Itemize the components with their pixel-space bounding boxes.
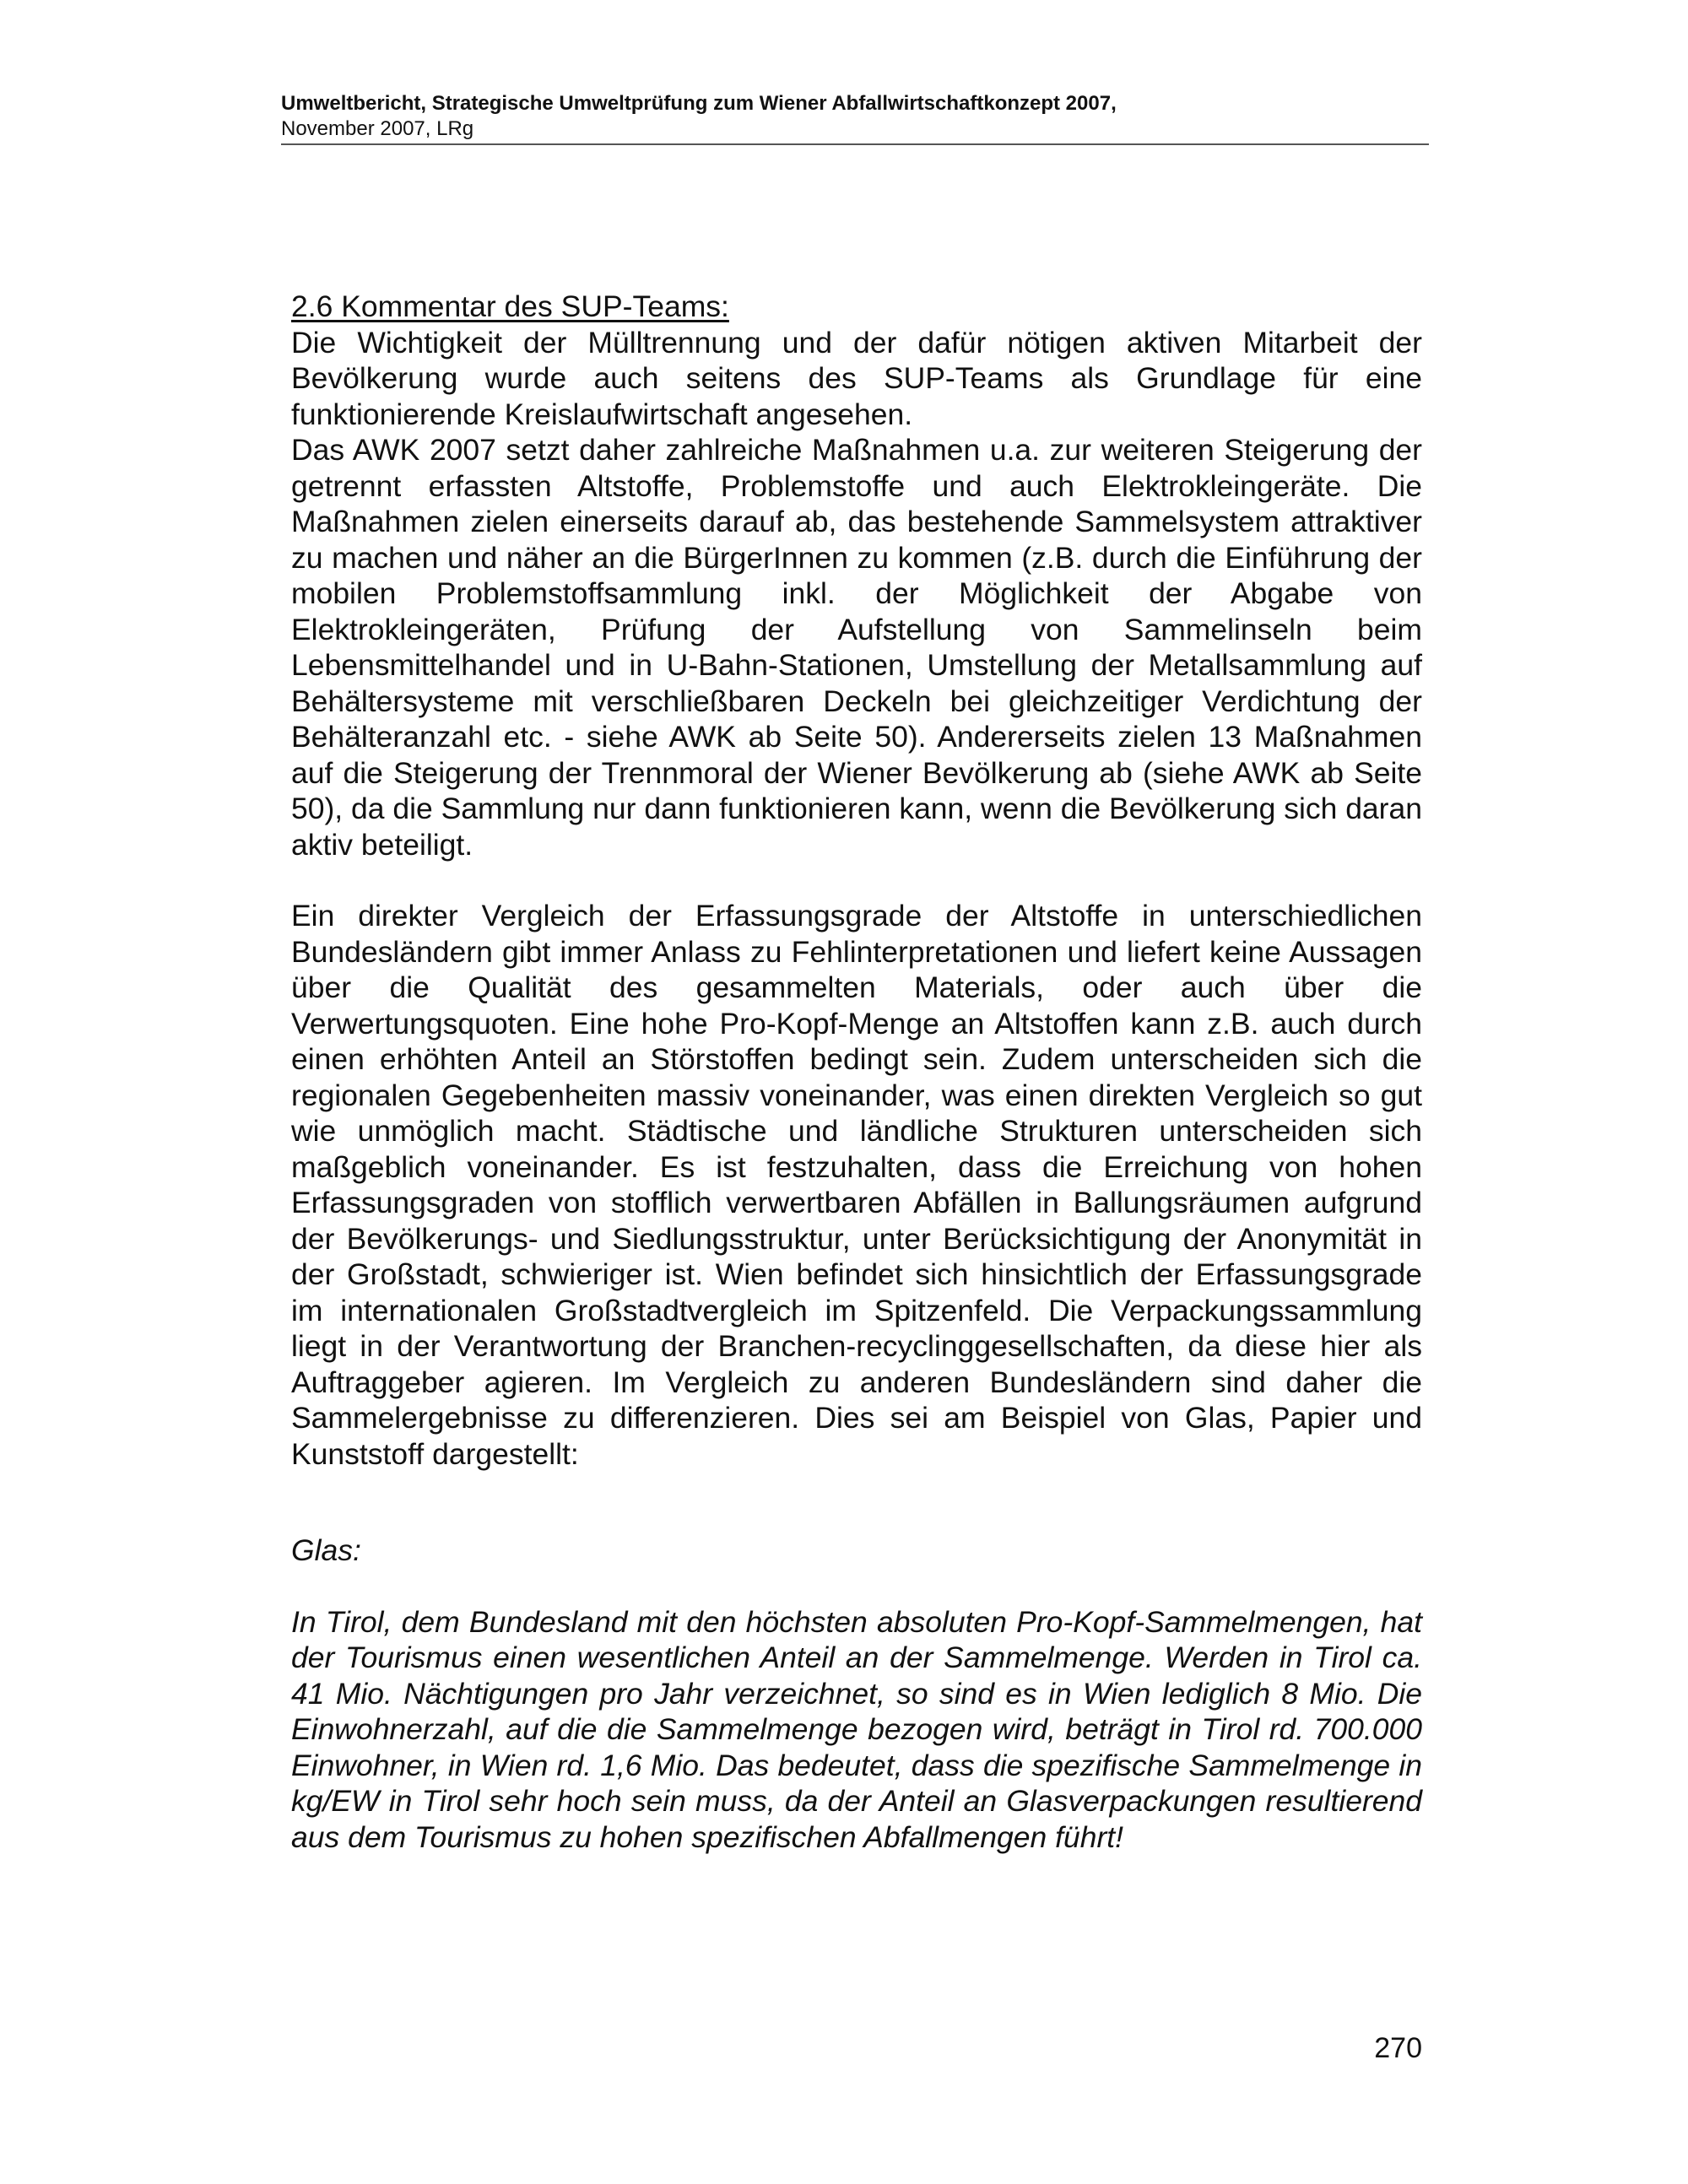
paragraph-gap xyxy=(291,1569,1422,1604)
paragraph-importance: Die Wichtigkeit der Mülltrennung und der dafür nötigen aktiven Mitarbeit der Bevölkerung wurde auch seitens des SUP-Teams als Grundlage für eine funktionierende Kreislaufwirtschaft angesehen. xyxy=(291,325,1422,431)
paragraph-comparison: Ein direkter Vergleich der Erfassungsgrade der Altstoffe in unterschiedlichen Bundesländern gibt immer Anlass zu Fehlinterpretationen und liefert keine Aussagen über die Qualität des gesammelten Materials, oder auch über die Verwertungsquoten. Eine hohe Pro-Kopf-Menge an Altstoffen kann z.B. auch durch einen erhöhten Anteil an Störstoffen bedingt sein. Zudem unterscheiden sich die regionalen Gegebenheiten massiv voneinander, was einen direkten Vergleich so gut wie unmöglich macht. Städtische und ländliche Strukturen unterscheiden sich maßgeblich voneinander. Es ist festzuhalten, dass die Erreichung von hohen Erfassungsgraden von stofflich verwertbaren Abfällen in Ballungsräumen aufgrund der Bevölkerungs- und Siedlungsstruktur, unter Berücksichtigung der Anonymität in der Großstadt, schwieriger ist. Wien befindet sich hinsichtlich der Erfassungsgrade im internationalen Großstadtvergleich im Spitzenfeld. Die Verpackungssammlung liegt in der Verantwortung der Branchen-recyclinggesellschaften, da diese hier als Auftraggeber agieren. Im Vergleich zu anderen Bundesländern sind daher die Sammelergebnisse zu differenzieren. Dies sei am Beispiel von Glas, Papier und Kunststoff dargestellt: xyxy=(291,899,1422,1471)
section-heading: 2.6 Kommentar des SUP-Teams: xyxy=(291,289,729,323)
paragraph-measures: Das AWK 2007 setzt daher zahlreiche Maßnahmen u.a. zur weiteren Steigerung der getrennt erfassten Altstoffe, Problemstoffe und auch Elektrokleingeräte. Die Maßnahmen zielen einerseits darauf ab, das bestehende Sammelsystem attraktiver zu machen und näher an die BürgerInnen zu kommen (z.B. durch die Einführung der mobilen Problemstoffsammlung inkl. der Möglichkeit der Abgabe von Elektrokleingeräten, Prüfung der Aufstellung von Sammelinseln beim Lebensmittelhandel und in U-Bahn-Stationen, Umstellung der Metallsammlung auf Behältersysteme mit verschließbaren Deckeln bei gleichzeitiger Verdichtung der Behälteranzahl etc. - siehe AWK ab Seite 50). Andererseits zielen 13 Maßnahmen auf die Steigerung der Trennmoral der Wiener Bevölkerung ab (siehe AWK ab Seite 50), da die Sammlung nur dann funktionieren kann, wenn die Bevölkerung sich daran aktiv beteiligt. xyxy=(291,433,1422,862)
page-number: 270 xyxy=(1374,2032,1422,2064)
header-subtitle: November 2007, LRg xyxy=(281,117,474,140)
document-body xyxy=(291,289,1422,1855)
page-header xyxy=(281,91,1429,145)
header-title: Umweltbericht, Strategische Umweltprüfung zum Wiener Abfallwirtschaftkonzept 2007, xyxy=(281,92,1117,115)
paragraph-gap xyxy=(291,862,1422,898)
glas-heading: Glas: xyxy=(291,1533,361,1567)
paragraph-gap xyxy=(291,1472,1422,1533)
glas-paragraph: In Tirol, dem Bundesland mit den höchsten absoluten Pro-Kopf-Sammelmengen, hat der Tourismus einen wesentlichen Anteil an der Sammelmenge. Werden in Tirol ca. 41 Mio. Nächtigungen pro Jahr verzeichnet, so sind es in Wien lediglich 8 Mio. Die Einwohnerzahl, auf die die Sammelmenge bezogen wird, beträgt in Tirol rd. 700.000 Einwohner, in Wien rd. 1,6 Mio. Das bedeutet, dass die spezifische Sammelmenge in kg/EW in Tirol sehr hoch sein muss, da der Anteil an Glasverpackungen resultierend aus dem Tourismus zu hohen spezifischen Abfallmengen führt! xyxy=(291,1604,1422,1854)
